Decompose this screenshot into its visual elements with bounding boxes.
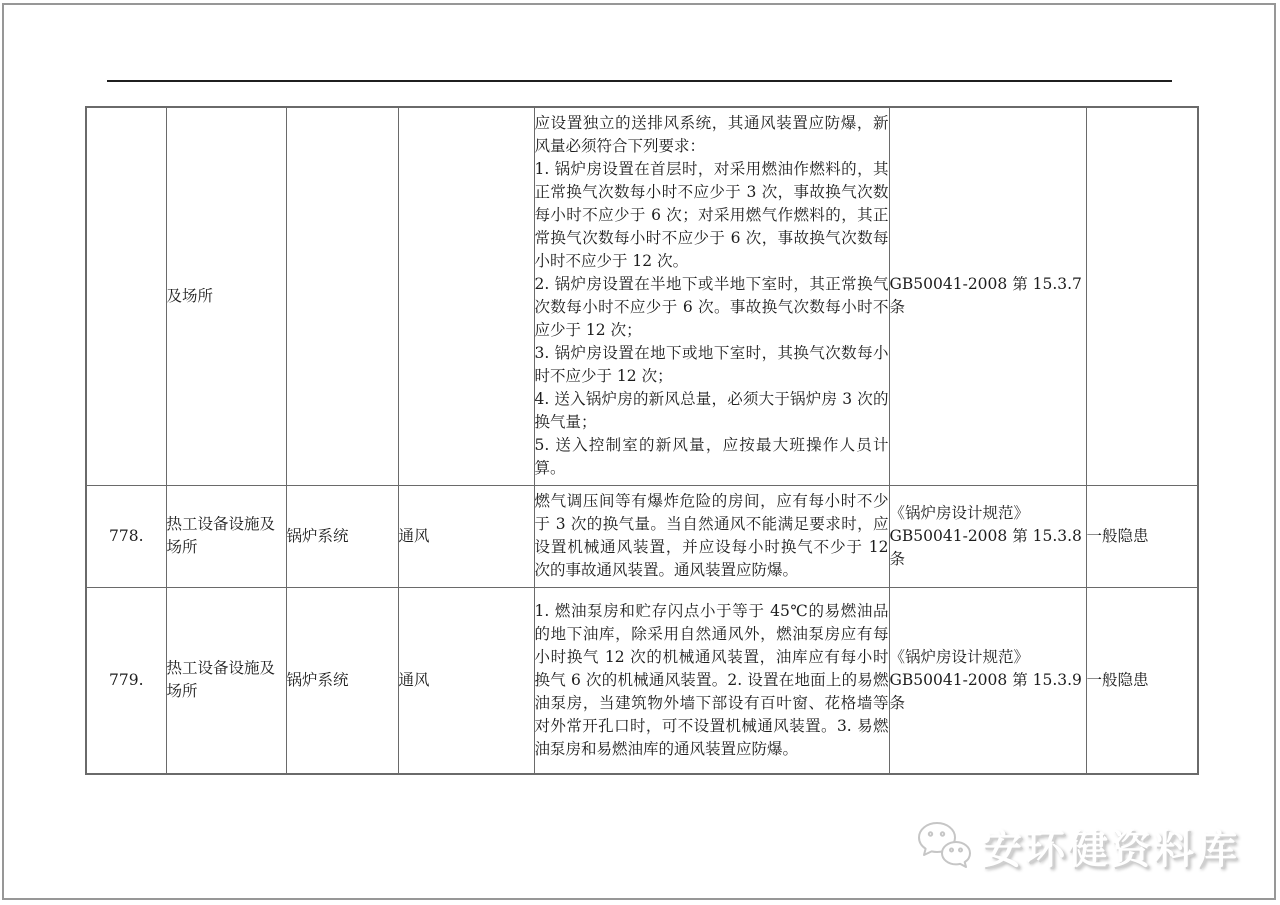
cell-type: 通风 bbox=[398, 485, 534, 587]
cell-requirement bbox=[534, 485, 889, 587]
watermark bbox=[916, 818, 1240, 875]
reference-clause: GB50041-2008 第 15.3.9 条 bbox=[889, 670, 1082, 712]
cell-system: 锅炉系统 bbox=[286, 485, 398, 587]
reference-clause: GB50041-2008 第 15.3.7 条 bbox=[889, 275, 1082, 317]
cell-number: 779. bbox=[86, 587, 166, 774]
cell-reference bbox=[889, 485, 1086, 587]
table-row bbox=[86, 587, 1198, 774]
cell-severity bbox=[1086, 107, 1198, 485]
reference-title: 《锅炉房设计规范》 bbox=[889, 647, 1030, 666]
header-divider-rule bbox=[107, 80, 1172, 82]
watermark-text: 安环健资料库 bbox=[982, 827, 1240, 873]
hazard-checklist-table bbox=[85, 106, 1199, 775]
requirement-paragraph: 燃气调压间等有爆炸危险的房间，应有每小时不少于 3 次的换气量。当自然通风不能满足要求时，应设置机械通风装置，并应设每小时换气不少于 12 次的事故通风装置。通风装置应防爆。 bbox=[534, 492, 889, 579]
reference-clause: GB50041-2008 第 15.3.8 条 bbox=[889, 526, 1082, 568]
table-row bbox=[86, 107, 1198, 485]
cell-type bbox=[398, 107, 534, 485]
cell-reference bbox=[889, 107, 1086, 485]
cell-type: 通风 bbox=[398, 587, 534, 774]
requirement-paragraph: 2. 锅炉房设置在半地下或半地下室时，其正常换气次数每小时不应少于 6 次。事故换气次数每小时不应少于 12 次； bbox=[534, 275, 889, 340]
requirement-paragraph: 1. 燃油泵房和贮存闪点小于等于 45℃的易燃油品的地下油库，除采用自然通风外，燃油泵房应有每小时换气 12 次的机械通风装置，油库应有每小时换气 6 次的机械通风装置。2. 设置在地面上的易燃油泵房，当建筑物外墙下部设有百叶窗、花格墙等对外常开孔口时，可不设置机械通风装置。3. 易燃油泵房和易燃油库的通风装置应防爆。 bbox=[534, 601, 889, 758]
cell-severity: 一般隐患 bbox=[1086, 587, 1198, 774]
requirement-paragraph: 1. 锅炉房设置在首层时，对采用燃油作燃料的，其正常换气次数每小时不应少于 3 次，事故换气次数每小时不应少于 6 次；对采用燃气作燃料的，其正常换气次数每小时不应少于 6 次，事故换气次数每小时不应少于 12 次。 bbox=[534, 160, 889, 271]
cell-requirement bbox=[534, 107, 889, 485]
wechat-chat-bubbles-icon bbox=[916, 820, 972, 874]
cell-severity: 一般隐患 bbox=[1086, 485, 1198, 587]
requirement-paragraph: 5. 送入控制室的新风量，应按最大班操作人员计算。 bbox=[534, 436, 889, 478]
reference-title: 《锅炉房设计规范》 bbox=[889, 503, 1030, 522]
cell-category: 热工设备设施及场所 bbox=[166, 485, 286, 587]
requirement-paragraph: 3. 锅炉房设置在地下或地下室时，其换气次数每小时不应少于 12 次； bbox=[534, 344, 889, 386]
requirement-paragraph: 4. 送入锅炉房的新风总量，必须大于锅炉房 3 次的换气量； bbox=[534, 390, 889, 432]
cell-number bbox=[86, 107, 166, 485]
cell-system: 锅炉系统 bbox=[286, 587, 398, 774]
cell-number: 778. bbox=[86, 485, 166, 587]
requirement-paragraph: 应设置独立的送排风系统，其通风装置应防爆，新风量必须符合下列要求： bbox=[534, 114, 889, 156]
cell-requirement bbox=[534, 587, 889, 774]
cell-system bbox=[286, 107, 398, 485]
cell-reference bbox=[889, 587, 1086, 774]
cell-category: 热工设备设施及场所 bbox=[166, 587, 286, 774]
cell-category: 及场所 bbox=[166, 107, 286, 485]
table-row bbox=[86, 485, 1198, 587]
